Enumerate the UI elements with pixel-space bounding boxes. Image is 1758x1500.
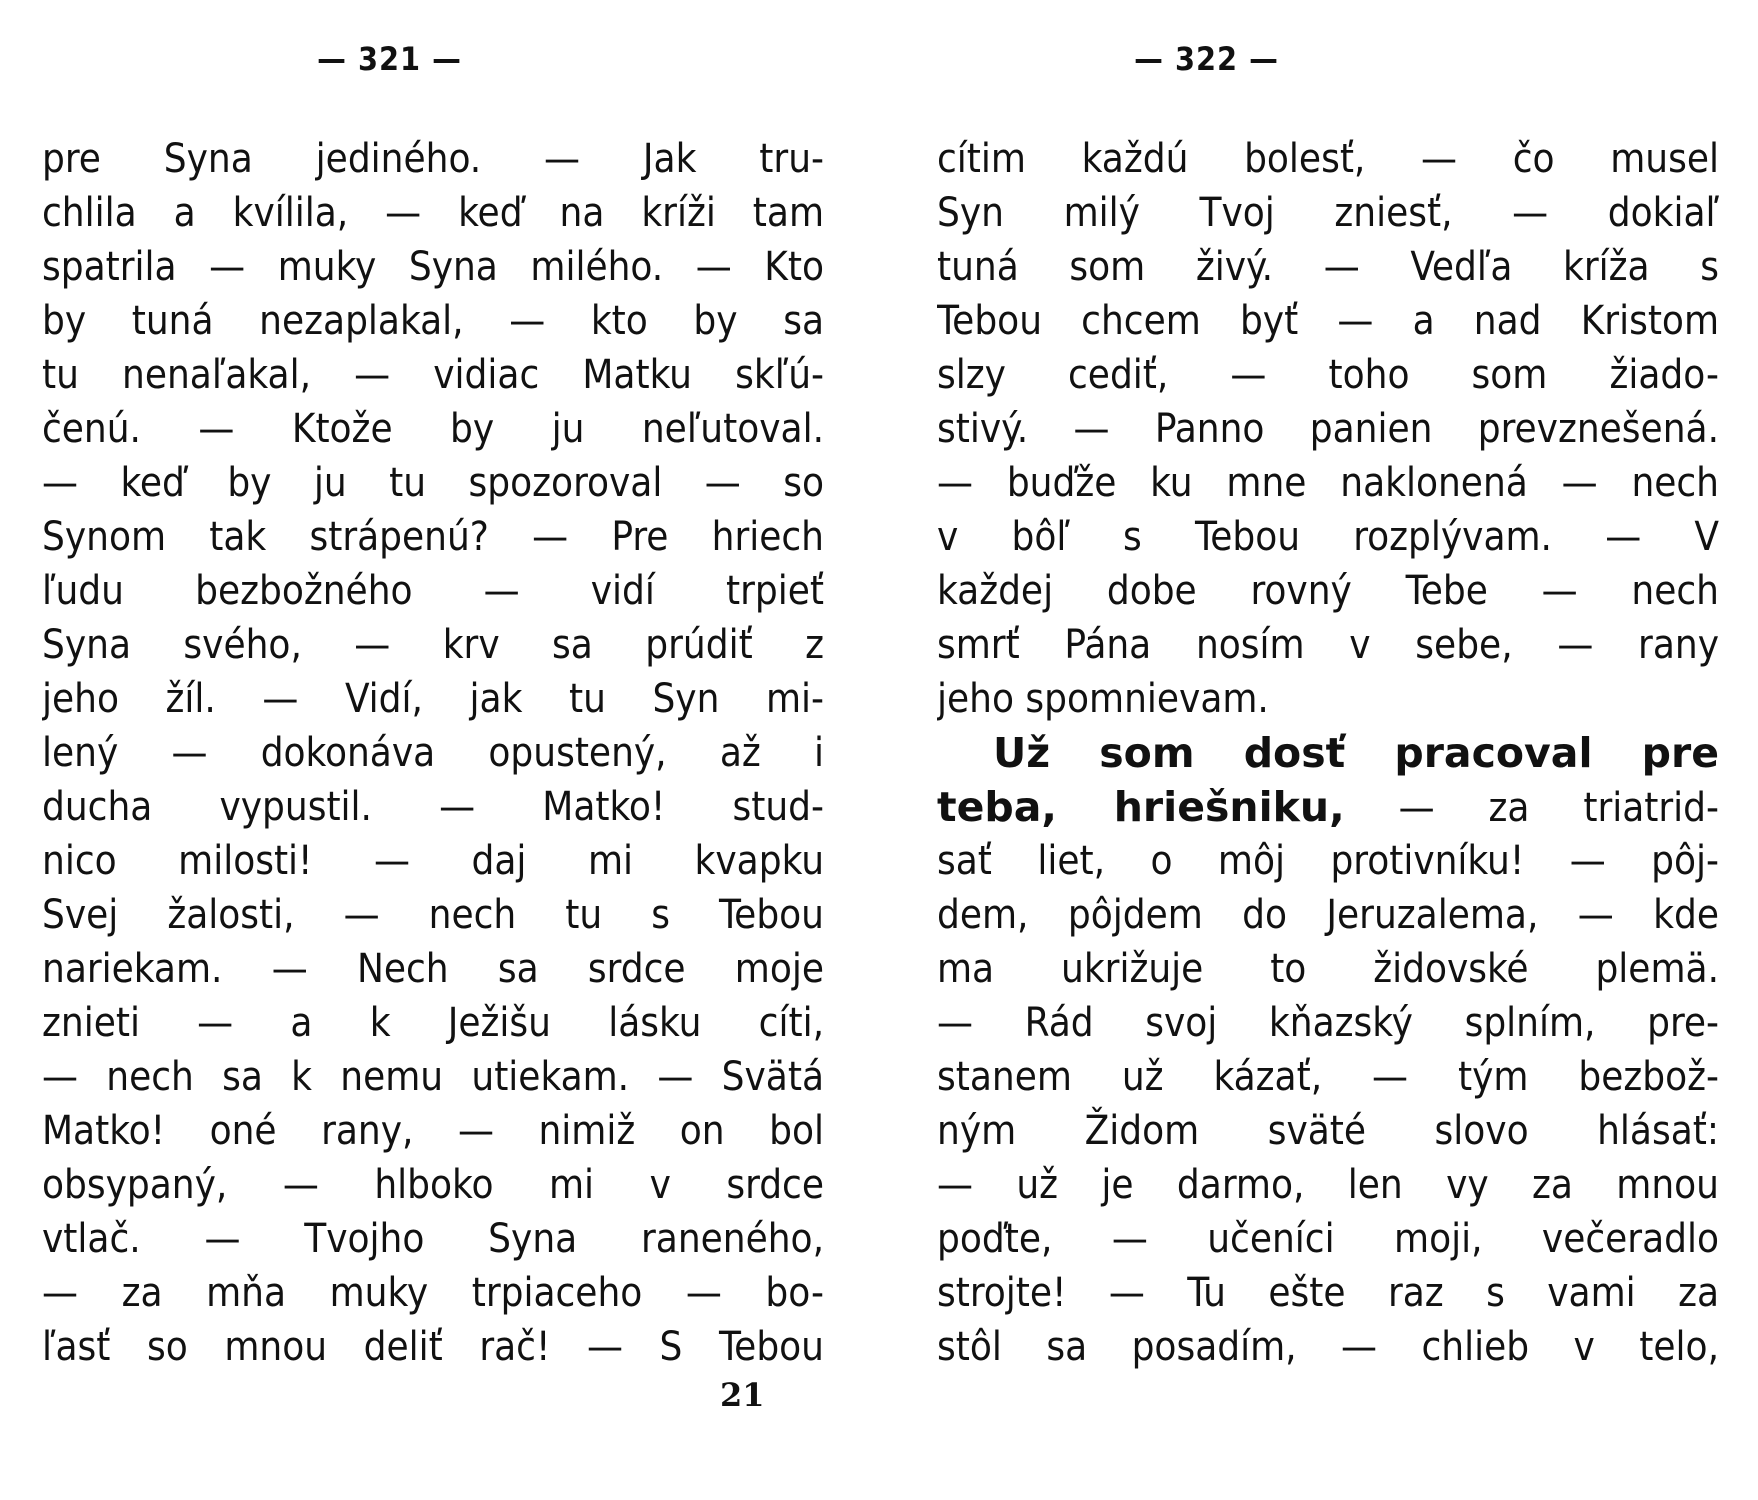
text-line: lený — dokonáva opustený, až i (42, 730, 824, 776)
text-line: pre Syna jediného. — Jak tru- (42, 136, 824, 182)
text-line: jeho spomnievam. (937, 676, 1269, 722)
text-line: — nech sa k nemu utiekam. — Svätá (42, 1054, 824, 1100)
text-line: Syn milý Tvoj zniesť, — dokiaľ (937, 190, 1719, 236)
page-number-321: — 321 — (317, 40, 462, 78)
text-line: dem, pôjdem do Jeruzalema, — kde (937, 892, 1719, 938)
text-line: tuná som živý. — Vedľa kríža s (937, 244, 1719, 290)
text-line: Tebou chcem byť — a nad Kristom (937, 298, 1719, 344)
text-line: Syna svého, — krv sa prúdiť z (42, 622, 824, 668)
text-line (937, 780, 1719, 834)
text-line: chlila a kvílila, — keď na kríži tam (42, 190, 824, 236)
text-line: vtlač. — Tvojho Syna raneného, (42, 1216, 824, 1262)
text-line: čenú. — Ktože by ju neľutoval. (42, 406, 824, 452)
text-line: cítim každú bolesť, — čo musel (937, 136, 1719, 182)
text-line: — keď by ju tu spozoroval — so (42, 460, 824, 506)
text-line: každej dobe rovný Tebe — nech (937, 568, 1719, 614)
right-page (879, 0, 1758, 1500)
text-line: ľasť so mnou deliť rač! — S Tebou (42, 1324, 824, 1370)
text-line: — Rád svoj kňazský splním, pre- (937, 1000, 1719, 1046)
text-line: poďte, — učeníci moji, večeradlo (937, 1216, 1719, 1262)
right-text-column (937, 132, 1719, 1374)
bold-phrase: Už som dosť pracoval pre (993, 729, 1719, 777)
text-line: ľudu bezbožného — vidí trpieť (42, 568, 824, 614)
text-line: spatrila — muky Syna milého. — Kto (42, 244, 824, 290)
text-line: — za mňa muky trpiaceho — bo- (42, 1270, 824, 1316)
text-line: by tuná nezaplakal, — kto by sa (42, 298, 824, 344)
text-line: nariekam. — Nech sa srdce moje (42, 946, 824, 992)
text-line: stôl sa posadím, — chlieb v telo, (937, 1324, 1719, 1370)
text-line: Synom tak strápenú? — Pre hriech (42, 514, 824, 560)
text-line: nico milosti! — daj mi kvapku (42, 838, 824, 884)
text-run: — za triatrid- (1398, 785, 1719, 831)
bold-phrase: teba, hriešniku, (937, 783, 1345, 831)
page-number-322: — 322 — (1134, 40, 1279, 78)
signature-mark: 21 (720, 1376, 765, 1414)
text-line: sať liet, o môj protivníku! — pôj- (937, 838, 1719, 884)
text-line: ným Židom sväté slovo hlásať: (937, 1108, 1719, 1154)
text-line: Matko! oné rany, — nimiž on bol (42, 1108, 824, 1154)
bold-heading-line (937, 726, 1719, 780)
text-line: obsypaný, — hlboko mi v srdce (42, 1162, 824, 1208)
text-line: stanem už kázať, — tým bezbož- (937, 1054, 1719, 1100)
text-line: ma ukrižuje to židovské plemä. (937, 946, 1719, 992)
text-line: smrť Pána nosím v sebe, — rany (937, 622, 1719, 668)
text-line: ducha vypustil. — Matko! stud- (42, 784, 824, 830)
text-line: tu nenaľakal, — vidiac Matku skľú- (42, 352, 824, 398)
text-line: slzy cediť, — toho som žiado- (937, 352, 1719, 398)
text-line: v bôľ s Tebou rozplývam. — V (937, 514, 1719, 560)
text-line: znieti — a k Ježišu lásku cíti, (42, 1000, 824, 1046)
text-line: strojte! — Tu ešte raz s vami za (937, 1270, 1719, 1316)
text-line: — buďže ku mne naklonená — nech (937, 460, 1719, 506)
text-line: — už je darmo, len vy za mnou (937, 1162, 1719, 1208)
text-line: Svej žalosti, — nech tu s Tebou (42, 892, 824, 938)
text-line: jeho žíl. — Vidí, jak tu Syn mi- (42, 676, 824, 722)
text-line: stivý. — Panno panien prevznešená. (937, 406, 1719, 452)
left-text-column (42, 132, 824, 1374)
